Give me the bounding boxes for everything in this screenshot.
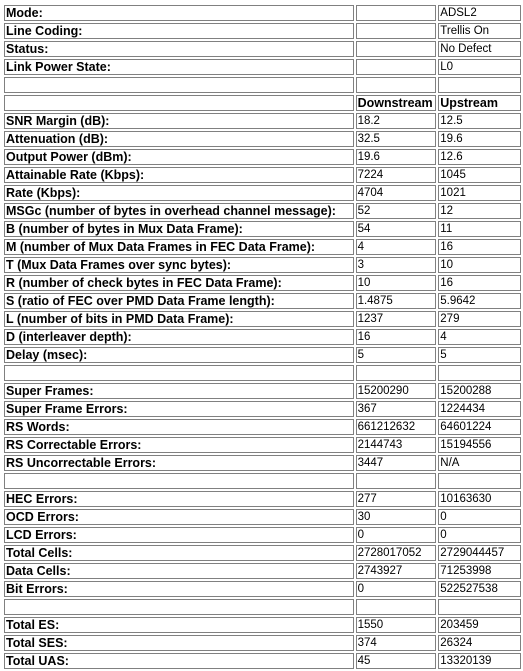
row-value: ADSL2 [438, 5, 521, 21]
downstream-value: 661212632 [356, 419, 437, 435]
upstream-value: 15194556 [438, 437, 521, 453]
row-label: Super Frame Errors: [4, 401, 354, 417]
downstream-value: 7224 [356, 167, 437, 183]
parameter-row [4, 185, 521, 201]
row-label: LCD Errors: [4, 527, 354, 543]
downstream-value: 367 [356, 401, 437, 417]
cell-stat-row [4, 581, 521, 597]
spacer-cell [438, 473, 521, 489]
upstream-value: 5 [438, 347, 521, 363]
downstream-value: 54 [356, 221, 437, 237]
upstream-value: 13320139 [438, 653, 521, 669]
upstream-value: 10 [438, 257, 521, 273]
row-label: Data Cells: [4, 563, 354, 579]
downstream-value: 2728017052 [356, 545, 437, 561]
upstream-value: 16 [438, 239, 521, 255]
row-label: RS Uncorrectable Errors: [4, 455, 354, 471]
parameter-row [4, 149, 521, 165]
downstream-value: 3447 [356, 455, 437, 471]
spacer-cell [4, 473, 354, 489]
spacer-cell [438, 77, 521, 93]
total-stat-row [4, 635, 521, 651]
cell-stat-row [4, 527, 521, 543]
parameter-row [4, 257, 521, 273]
spacer-cell [4, 365, 354, 381]
downstream-value: 374 [356, 635, 437, 651]
total-stat-row [4, 617, 521, 633]
row-label: Delay (msec): [4, 347, 354, 363]
empty-cell [356, 23, 437, 39]
downstream-value: 32.5 [356, 131, 437, 147]
parameter-row [4, 275, 521, 291]
row-value: L0 [438, 59, 521, 75]
downstream-value: 0 [356, 527, 437, 543]
spacer-cell [356, 77, 437, 93]
spacer-cell [356, 365, 437, 381]
row-value: Trellis On [438, 23, 521, 39]
parameter-row [4, 221, 521, 237]
statistics-body [4, 5, 521, 669]
row-label: Rate (Kbps): [4, 185, 354, 201]
downstream-value: 52 [356, 203, 437, 219]
upstream-value: 12 [438, 203, 521, 219]
row-label: Super Frames: [4, 383, 354, 399]
row-label: Total ES: [4, 617, 354, 633]
upstream-value: 19.6 [438, 131, 521, 147]
parameter-row [4, 293, 521, 309]
upstream-value: 522527538 [438, 581, 521, 597]
row-label: L (number of bits in PMD Data Frame): [4, 311, 354, 327]
upstream-value: 1224434 [438, 401, 521, 417]
spacer-row [4, 365, 521, 381]
upstream-value: 279 [438, 311, 521, 327]
total-stat-row [4, 653, 521, 669]
downstream-value: 45 [356, 653, 437, 669]
upstream-value: 26324 [438, 635, 521, 651]
downstream-value: 3 [356, 257, 437, 273]
line-info-row [4, 41, 521, 57]
row-label: Total SES: [4, 635, 354, 651]
parameter-row [4, 167, 521, 183]
downstream-value: 30 [356, 509, 437, 525]
spacer-row [4, 473, 521, 489]
downstream-value: 4 [356, 239, 437, 255]
row-label: Line Coding: [4, 23, 354, 39]
row-label: Mode: [4, 5, 354, 21]
row-value: No Defect [438, 41, 521, 57]
parameter-row [4, 131, 521, 147]
parameter-row [4, 329, 521, 345]
row-label: Attainable Rate (Kbps): [4, 167, 354, 183]
upstream-value: 0 [438, 527, 521, 543]
spacer-cell [438, 599, 521, 615]
column-header-row [4, 95, 521, 111]
row-label: Bit Errors: [4, 581, 354, 597]
spacer-cell [356, 599, 437, 615]
downstream-value: 1237 [356, 311, 437, 327]
row-label: Link Power State: [4, 59, 354, 75]
line-info-row [4, 23, 521, 39]
upstream-value: 16 [438, 275, 521, 291]
downstream-value: 2144743 [356, 437, 437, 453]
row-label: MSGc (number of bytes in overhead channel message): [4, 203, 354, 219]
downstream-value: 10 [356, 275, 437, 291]
frame-stat-row [4, 401, 521, 417]
upstream-value: 10163630 [438, 491, 521, 507]
row-label: M (number of Mux Data Frames in FEC Data Frame): [4, 239, 354, 255]
downstream-value: 1550 [356, 617, 437, 633]
spacer-cell [4, 599, 354, 615]
upstream-value: 1045 [438, 167, 521, 183]
row-label: RS Words: [4, 419, 354, 435]
downstream-value: 1.4875 [356, 293, 437, 309]
row-label: S (ratio of FEC over PMD Data Frame length): [4, 293, 354, 309]
upstream-value: N/A [438, 455, 521, 471]
parameter-row [4, 239, 521, 255]
upstream-value: 64601224 [438, 419, 521, 435]
frame-stat-row [4, 437, 521, 453]
parameter-row [4, 347, 521, 363]
row-label: Output Power (dBm): [4, 149, 354, 165]
downstream-value: 18.2 [356, 113, 437, 129]
cell-stat-row [4, 545, 521, 561]
row-label: HEC Errors: [4, 491, 354, 507]
spacer-cell [4, 77, 354, 93]
spacer-row [4, 77, 521, 93]
row-label: T (Mux Data Frames over sync bytes): [4, 257, 354, 273]
adsl-statistics-table [2, 3, 523, 671]
upstream-value: 203459 [438, 617, 521, 633]
downstream-value: 0 [356, 581, 437, 597]
cell-stat-row [4, 491, 521, 507]
spacer-cell [356, 473, 437, 489]
downstream-value: 19.6 [356, 149, 437, 165]
upstream-value: 71253998 [438, 563, 521, 579]
row-label: Status: [4, 41, 354, 57]
row-label: Total UAS: [4, 653, 354, 669]
upstream-value: 12.6 [438, 149, 521, 165]
header-blank [4, 95, 354, 111]
line-info-row [4, 5, 521, 21]
empty-cell [356, 5, 437, 21]
line-info-row [4, 59, 521, 75]
row-label: R (number of check bytes in FEC Data Frame): [4, 275, 354, 291]
row-label: B (number of bytes in Mux Data Frame): [4, 221, 354, 237]
cell-stat-row [4, 563, 521, 579]
downstream-value: 15200290 [356, 383, 437, 399]
spacer-cell [438, 365, 521, 381]
row-label: Total Cells: [4, 545, 354, 561]
downstream-value: 277 [356, 491, 437, 507]
downstream-header: Downstream [356, 95, 437, 111]
downstream-value: 2743927 [356, 563, 437, 579]
empty-cell [356, 59, 437, 75]
row-label: Attenuation (dB): [4, 131, 354, 147]
upstream-header: Upstream [438, 95, 521, 111]
frame-stat-row [4, 383, 521, 399]
downstream-value: 4704 [356, 185, 437, 201]
row-label: RS Correctable Errors: [4, 437, 354, 453]
frame-stat-row [4, 455, 521, 471]
upstream-value: 1021 [438, 185, 521, 201]
downstream-value: 16 [356, 329, 437, 345]
upstream-value: 5.9642 [438, 293, 521, 309]
upstream-value: 2729044457 [438, 545, 521, 561]
frame-stat-row [4, 419, 521, 435]
parameter-row [4, 311, 521, 327]
parameter-row [4, 203, 521, 219]
upstream-value: 0 [438, 509, 521, 525]
row-label: D (interleaver depth): [4, 329, 354, 345]
cell-stat-row [4, 509, 521, 525]
parameter-row [4, 113, 521, 129]
row-label: SNR Margin (dB): [4, 113, 354, 129]
upstream-value: 11 [438, 221, 521, 237]
empty-cell [356, 41, 437, 57]
spacer-row [4, 599, 521, 615]
upstream-value: 15200288 [438, 383, 521, 399]
downstream-value: 5 [356, 347, 437, 363]
row-label: OCD Errors: [4, 509, 354, 525]
upstream-value: 12.5 [438, 113, 521, 129]
upstream-value: 4 [438, 329, 521, 345]
